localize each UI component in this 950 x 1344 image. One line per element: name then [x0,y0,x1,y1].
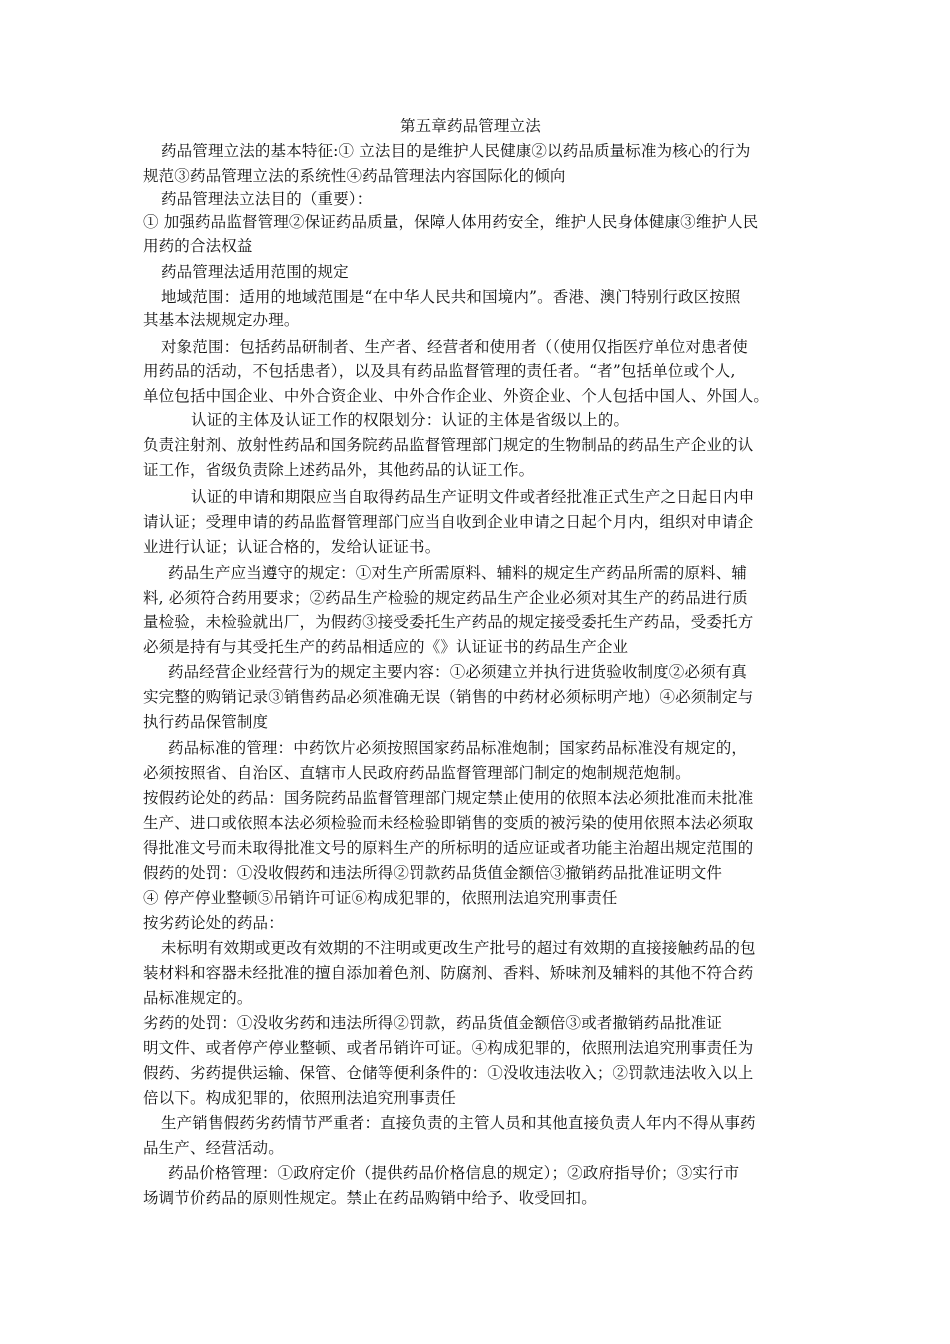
text-line: 料, 必须符合药用要求；②药品生产检验的规定药品生产企业必须对其生产的药品进行质 [143,589,748,607]
text-line: 场调节价药品的原则性规定。禁止在药品购销中给予、收受回扣。 [143,1189,597,1207]
text-line: 必须是持有与其受托生产的药品相适应的《》认证证书的药品生产企业 [143,638,629,656]
text-line: ① 加强药品监督管理②保证药品质量，保障人体用药安全，维护人民身体健康③维护人民 [143,213,759,231]
text-line: 对象范围：包括药品研制者、生产者、经营者和使用者（（使用仅指医疗单位对患者使 [161,338,748,356]
text-line: 未标明有效期或更改有效期的不注明或更改生产批号的超过有效期的直接接触药品的包 [161,939,756,957]
text-line: 假药的处罚：①没收假药和违法所得②罚款药品货值金额倍③撤销药品批准证明文件 [143,864,723,882]
text-line: 用药的合法权益 [143,237,253,255]
text-line: 业进行认证；认证合格的，发给认证证书。 [143,538,441,556]
text-line: 按假药论处的药品：国务院药品监督管理部门规定禁止使用的依照本法必须批准而未批准 [143,789,754,807]
document-title: 第五章药品管理立法 [400,117,541,135]
text-line: 执行药品保管制度 [143,713,269,731]
text-line: ④ 停产停业整顿⑤吊销许可证⑥构成犯罪的，依照刑法追究刑事责任 [143,889,618,907]
text-line: 量检验，未检验就出厂，为假药③接受委托生产药品的规定接受委托生产药品，受委托方 [143,613,754,631]
text-line: 请认证；受理申请的药品监督管理部门应当自收到企业申请之日起个月内，组织对申请企 [143,513,754,531]
text-line: 品生产、经营活动。 [143,1139,284,1157]
text-line: 品标准规定的。 [143,989,253,1007]
text-line: 劣药的处罚：①没收劣药和违法所得②罚款，药品货值金额倍③或者撤销药品批准证 [143,1014,723,1032]
text-line: 规范③药品管理立法的系统性④药品管理法内容国际化的倾向 [143,167,566,185]
text-line: 药品经营企业经营行为的规定主要内容：①必须建立并执行进货验收制度②必须有真 [168,663,748,681]
text-line: 药品管理法立法目的（重要）： [161,190,373,208]
text-line: 按劣药论处的药品： [143,914,284,932]
text-line: 单位包括中国企业、中外合资企业、中外合作企业、外资企业、个人包括中国人、外国人。 [143,387,770,405]
text-line: 药品生产应当遵守的规定：①对生产所需原料、辅料的规定生产药品所需的原料、辅 [168,564,748,582]
text-line: 认证的主体及认证工作的权限划分：认证的主体是省级以上的。 [191,411,630,429]
text-line: 得批准文号而未取得批准文号的原料生产的所标明的适应证或者功能主治超出规定范围的 [143,839,754,857]
text-line: 药品管理立法的基本特征:① 立法目的是维护人民健康②以药品质量标准为核心的行为 [161,142,751,160]
text-line: 必须按照省、自治区、直辖市人民政府药品监督管理部门制定的炮制规范炮制。 [143,764,691,782]
text-line: 地域范围：适用的地域范围是“在中华人民共和国境内”。香港、澳门特别行政区按照 [161,288,741,306]
text-line: 生产销售假药劣药情节严重者：直接负责的主管人员和其他直接负责人年内不得从事药 [161,1114,756,1132]
text-line: 药品标准的管理：中药饮片必须按照国家药品标准炮制；国家药品标准没有规定的， [168,739,748,757]
text-line: 倍以下。构成犯罪的，依照刑法追究刑事责任 [143,1089,457,1107]
text-line: 负责注射剂、放射性药品和国务院药品监督管理部门规定的生物制品的药品生产企业的认 [143,436,754,454]
text-line: 明文件、或者停产停业整顿、或者吊销许可证。④构成犯罪的，依照刑法追究刑事责任为 [143,1039,754,1057]
text-line: 生产、进口或依照本法必须检验而未经检验即销售的变质的被污染的使用依照本法必须取 [143,814,754,832]
text-line: 装材料和容器未经批准的擅自添加着色剂、防腐剂、香料、矫味剂及辅料的其他不符合药 [143,964,754,982]
text-line: 其基本法规规定办理。 [143,311,300,329]
text-line: 药品管理法适用范围的规定 [161,263,349,281]
text-line: 认证的申请和期限应当自取得药品生产证明文件或者经批准正式生产之日起日内申 [191,488,755,506]
text-line: 证工作，省级负责除上述药品外，其他药品的认证工作。 [143,461,535,479]
text-line: 实完整的购销记录③销售药品必须准确无误（销售的中药材必须标明产地）④必须制定与 [143,688,754,706]
text-line: 用药品的活动，不包括患者），以及具有药品监督管理的责任者。“者”包括单位或个人, [143,362,736,380]
text-line: 假药、劣药提供运输、保管、仓储等便利条件的：①没收违法收入；②罚款违法收入以上 [143,1064,754,1082]
text-line: 药品价格管理：①政府定价（提供药品价格信息的规定）；②政府指导价；③实行市 [168,1164,740,1182]
